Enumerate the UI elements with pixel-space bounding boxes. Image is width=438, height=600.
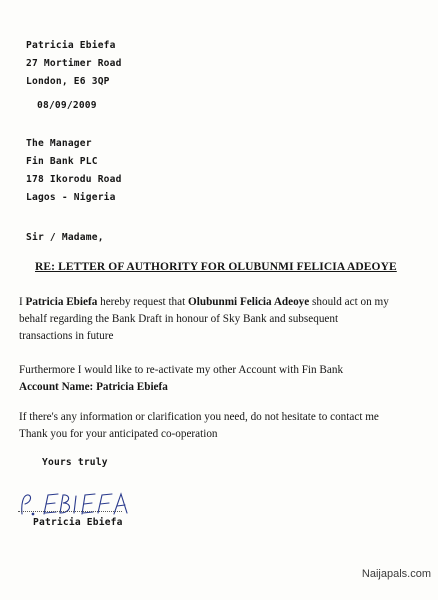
sender-address <box>26 37 122 91</box>
sender-address-line-2: London, E6 3QP <box>26 76 110 87</box>
paragraph-account-line-1: Furthermore I would like to re-activate my other Account with Fin Bank <box>19 364 344 376</box>
paragraph-account-line-2 <box>19 379 343 396</box>
paragraph-closing-line-1: If there's any information or clarification you need, do not hesitate to contact me <box>19 411 379 423</box>
paragraph-authority <box>19 294 389 345</box>
letter-date: 08/09/2009 <box>37 100 97 111</box>
paragraph-authority-line-1 <box>19 294 389 311</box>
sender-name: Patricia Ebiefa <box>26 40 116 51</box>
recipient-line-2: Fin Bank PLC <box>26 156 98 167</box>
text-fragment: hereby request that <box>97 296 189 308</box>
salutation: Sir / Madame, <box>26 232 104 243</box>
signature-line <box>18 511 122 512</box>
account-label: Account Name: <box>19 381 97 393</box>
sender-name-inline: Patricia Ebiefa <box>25 296 98 308</box>
paragraph-authority-line-2: behalf regarding the Bank Draft in honour of Sky Bank and subsequent <box>19 313 339 325</box>
recipient-address <box>26 135 122 207</box>
recipient-line-3: 178 Ikorodu Road <box>26 174 122 185</box>
paragraph-account <box>19 362 343 396</box>
paragraph-closing-note <box>19 409 379 443</box>
sender-address-line-1: 27 Mortimer Road <box>26 58 122 69</box>
closing-phrase: Yours truly <box>42 457 108 468</box>
watermark: Naijapals.com <box>361 568 431 580</box>
recipient-line-1: The Manager <box>26 138 92 149</box>
account-name: Patricia Ebiefa <box>96 381 168 393</box>
text-fragment: should act on my <box>309 296 389 308</box>
subject-line: RE: LETTER OF AUTHORITY FOR OLUBUNMI FELICIA ADEOYE <box>35 261 397 273</box>
paragraph-authority-line-3: transactions in future <box>19 330 114 342</box>
paragraph-closing-line-2: Thank you for your anticipated co-operation <box>19 428 218 440</box>
recipient-line-4: Lagos - Nigeria <box>26 192 116 203</box>
signatory-name: Patricia Ebiefa <box>33 517 123 528</box>
handwritten-signature <box>18 486 138 520</box>
authorised-name-inline: Olubunmi Felicia Adeoye <box>188 296 310 308</box>
text-fragment: I <box>19 296 26 308</box>
